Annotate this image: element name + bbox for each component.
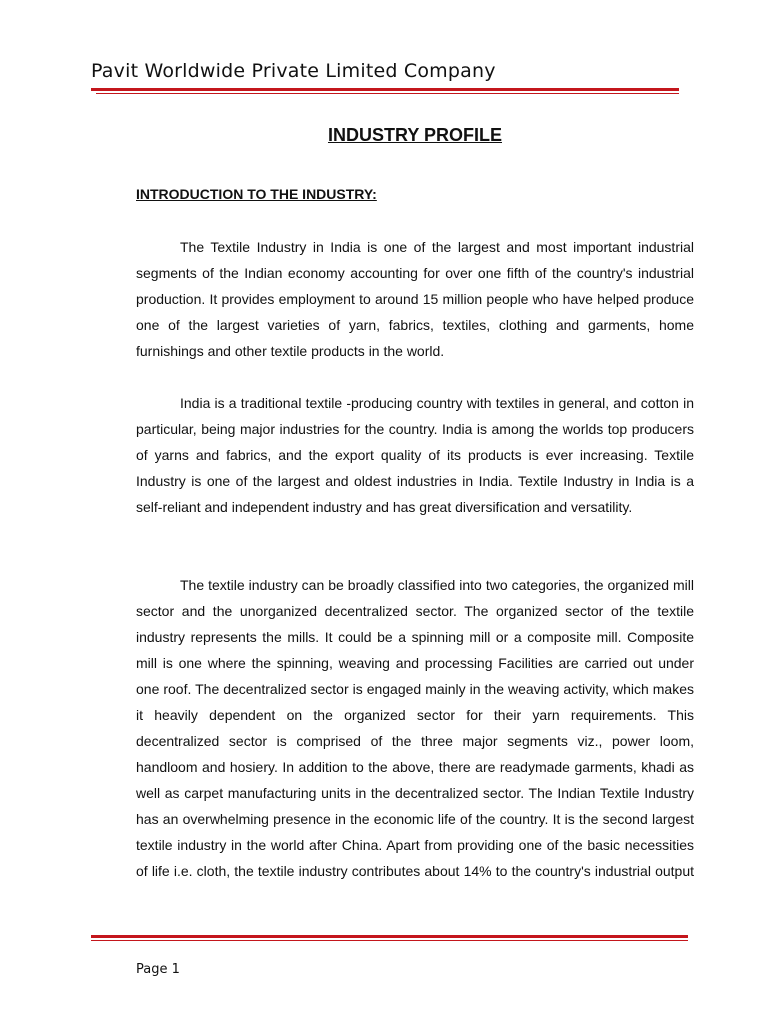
paragraph-2: India is a traditional textile -producing country with textiles in general, and cotton in particular, being major industries for the country. India is among the worlds top producers of yarns and fabrics, and the export quality of its products is ever increasing. Textile Industry is one of the largest and oldest industries in India. Textile Industry in India is a self-reliant and independent industry and has great diversification and versatility. xyxy=(136,395,694,515)
header-rule-thin xyxy=(96,93,679,94)
paragraph-3: The textile industry can be broadly classified into two categories, the organized mill sector and the unorganized decentralized sector. The organized sector of the textile industry represents the mills. It could be a spinning mill or a composite mill. Composite mill is one where the spinning, weaving and processing Facilities are carried out under one roof. The decentralized sector is engaged mainly in the weaving activity, which makes it heavily dependent on the organized sector for their yarn requirements. This decentralized sector is comprised of the three major segments viz., power loom, handloom and hosiery. In addition to the above, there are readymade garments, khadi as well as carpet manufacturing units in the decentralized sector. The Indian Textile Industry has an overwhelming presence in the economic life of the country. It is the second largest textile industry in the world after China. Apart from providing one of the basic necessities of life i.e. cloth, the textile industry contributes about 14% to the country's industrial output xyxy=(136,577,694,879)
footer-rule-thin xyxy=(91,940,688,941)
footer-rule-thick xyxy=(91,935,688,938)
document-title: INDUSTRY PROFILE xyxy=(327,125,502,145)
header-company-name: Pavit Worldwide Private Limited Company xyxy=(91,60,496,82)
header-rule-thick xyxy=(91,88,679,91)
paragraph-1: The Textile Industry in India is one of the largest and most important industrial segments of the Indian economy accounting for over one fifth of the country's industrial production. It provides employment to around 15 million people who have helped produce one of the largest varieties of yarn, fabrics, textiles, clothing and garments, home furnishings and other textile products in the world. xyxy=(136,239,694,359)
section-heading: INTRODUCTION TO THE INDUSTRY: xyxy=(136,186,377,202)
page-number: Page 1 xyxy=(136,962,180,977)
